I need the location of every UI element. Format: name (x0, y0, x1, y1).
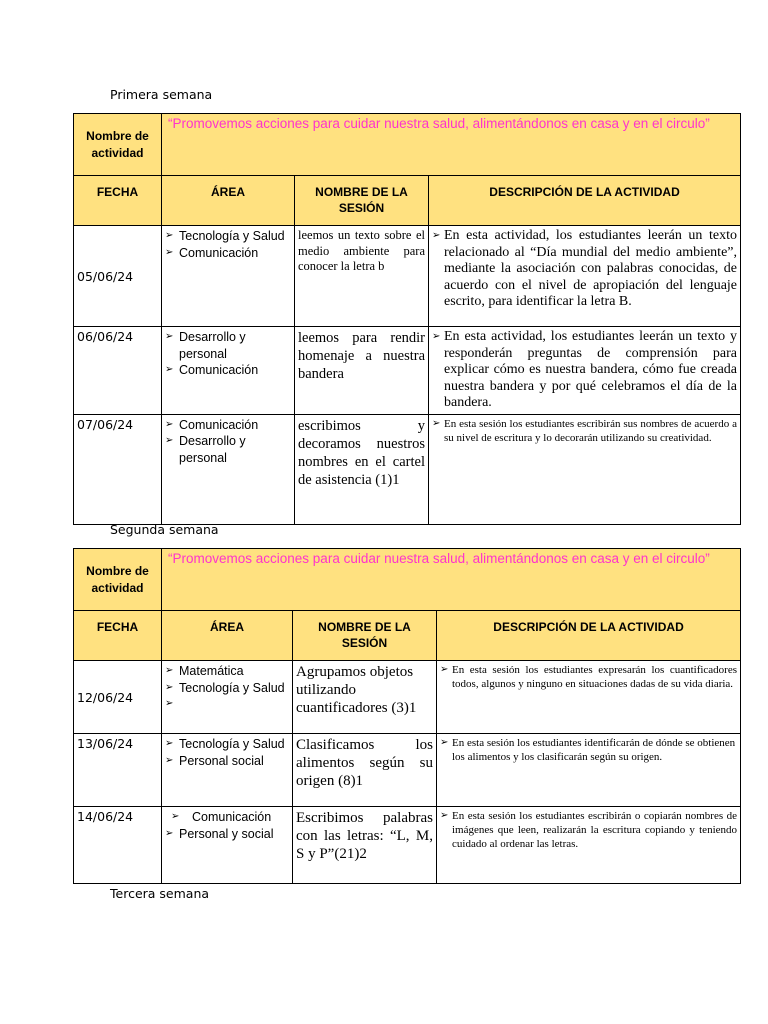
area-item: ➢ Desarrollo y personal (165, 330, 246, 361)
area-item: ➢ Tecnología y Salud (165, 229, 285, 243)
description-cell: ➢ En esta sesión los estudiantes identificarán de dónde se obtienen los alimentos y los clasificarán según su origen. (437, 734, 741, 807)
area-cell (162, 661, 293, 734)
description-cell: ➢ En esta sesión los estudiantes escribirán o copiarán nombres de imágenes que leen, realizarán la escritura copiando y teniendo cuidado al ordenar las letras. (437, 807, 741, 884)
header-session-name: NOMBRE DE LA SESIÓN (295, 176, 429, 226)
area-item: ➢ Desarrollo y personal (165, 434, 246, 465)
table-row (74, 661, 741, 734)
arrowhead-bullet-icon: ➢ (165, 418, 174, 430)
session-name-cell: leemos para rendir homenaje a nuestra bandera (295, 327, 429, 415)
activity-title: “Promovemos acciones para cuidar nuestra salud, alimentándonos en casa y en el circulo” (162, 549, 741, 611)
arrowhead-bullet-icon: ➢ (440, 737, 449, 748)
area-item: ➢ Comunicación (165, 363, 259, 377)
area-item: ➢ Personal y social (165, 826, 274, 841)
area-cell (162, 807, 293, 884)
weekly-plan-table-1 (73, 113, 741, 525)
week-label-2: Segunda semana (110, 522, 219, 537)
header-description: DESCRIPCIÓN DE LA ACTIVIDAD (429, 176, 741, 226)
area-item: ➢ Matemática (165, 664, 244, 678)
date-cell: 14/06/24 (74, 807, 162, 884)
description-cell: ➢ En esta sesión los estudiantes expresarán los cuantificadores todos, algunos y ninguno en situaciones dadas de su vida diaria. (437, 661, 741, 734)
session-name-cell: Clasificamos los alimentos según su origen (8)1 (293, 734, 437, 807)
arrowhead-bullet-icon: ➢ (165, 331, 174, 342)
arrowhead-bullet-icon: ➢ (165, 827, 174, 839)
date-cell: 13/06/24 (74, 734, 162, 807)
activity-name-label: Nombre de actividad (74, 549, 162, 611)
arrowhead-bullet-icon: ➢ (165, 738, 174, 749)
activity-title: “Promovemos acciones para cuidar nuestra salud, alimentándonos en casa y en el circulo” (162, 114, 741, 176)
description-cell: ➢ En esta actividad, los estudiantes leerán un texto y responderán preguntas de comprensión para explicar cómo es nuestra bandera, cómo fue creada nuestra bandera y por qué celebramos el día de la bandera. (429, 327, 741, 415)
header-area: ÁREA (162, 176, 295, 226)
activity-name-label: Nombre de actividad (74, 114, 162, 176)
arrowhead-bullet-icon: ➢ (165, 364, 174, 375)
table-row (74, 734, 741, 807)
area-cell (162, 734, 293, 807)
arrowhead-bullet-icon: ➢ (165, 230, 174, 241)
date-cell: 06/06/24 (74, 327, 162, 415)
area-item: ➢ Tecnología y Salud (165, 680, 285, 695)
weekly-plan-table-2 (73, 548, 741, 884)
arrowhead-bullet-icon: ➢ (432, 331, 441, 342)
area-cell (162, 414, 295, 524)
week-label-1: Primera semana (110, 87, 213, 102)
header-fecha: FECHA (74, 611, 162, 661)
arrowhead-bullet-icon: ➢ (432, 417, 441, 429)
arrowhead-bullet-icon: ➢ (440, 664, 449, 675)
week-label-3: Tercera semana (110, 886, 210, 901)
arrowhead-bullet-icon: ➢ (165, 435, 174, 446)
session-name-cell: Escribimos palabras con las letras: “L, M, S y P”(21)2 (293, 807, 437, 884)
table-row (74, 807, 741, 884)
header-area: ÁREA (162, 611, 293, 661)
arrowhead-bullet-icon: ➢ (432, 230, 441, 241)
arrowhead-bullet-icon: ➢ (165, 665, 174, 676)
table-row (74, 327, 741, 415)
arrowhead-bullet-icon: ➢ (165, 246, 174, 258)
arrowhead-bullet-icon: ➢ (165, 681, 174, 693)
header-description: DESCRIPCIÓN DE LA ACTIVIDAD (437, 611, 741, 661)
area-item: ➢ Comunicación (165, 245, 259, 260)
arrowhead-bullet-icon: ➢ (171, 811, 180, 822)
table-row (74, 226, 741, 327)
session-name-cell: escribimos y decoramos nuestros nombres en el cartel de asistencia (1)1 (295, 414, 429, 524)
arrowhead-bullet-icon: ➢ (165, 698, 174, 709)
area-item: ➢ Tecnología y Salud (165, 737, 285, 751)
arrowhead-bullet-icon: ➢ (165, 754, 174, 766)
area-cell (162, 226, 295, 327)
session-name-cell: leemos un texto sobre el medio ambiente para conocer la letra b (295, 226, 429, 327)
date-cell: 12/06/24 (74, 661, 162, 734)
header-session-name: NOMBRE DE LA SESIÓN (293, 611, 437, 661)
area-item: ➢ Comunicación (171, 810, 272, 824)
description-cell: ➢ En esta actividad, los estudiantes leerán un texto relacionado al “Día mundial del medio ambiente”, mediante la asociación con palabras conocidas, de acuerdo con el nivel de apropiación del lenguaje escrito, para identificar la letra B. (429, 226, 741, 327)
header-fecha: FECHA (74, 176, 162, 226)
area-item: ➢ Comunicación (165, 417, 259, 432)
description-cell: ➢ En esta sesión los estudiantes escribirán sus nombres de acuerdo a su nivel de escritura y lo decorarán utilizando su creatividad. (429, 414, 741, 524)
area-cell (162, 327, 295, 415)
table-row (74, 414, 741, 524)
date-cell: 05/06/24 (74, 226, 162, 327)
area-item: ➢ Personal social (165, 753, 264, 768)
arrowhead-bullet-icon: ➢ (440, 810, 449, 821)
session-name-cell: Agrupamos objetos utilizando cuantificadores (3)1 (293, 661, 437, 734)
date-cell: 07/06/24 (74, 414, 162, 524)
